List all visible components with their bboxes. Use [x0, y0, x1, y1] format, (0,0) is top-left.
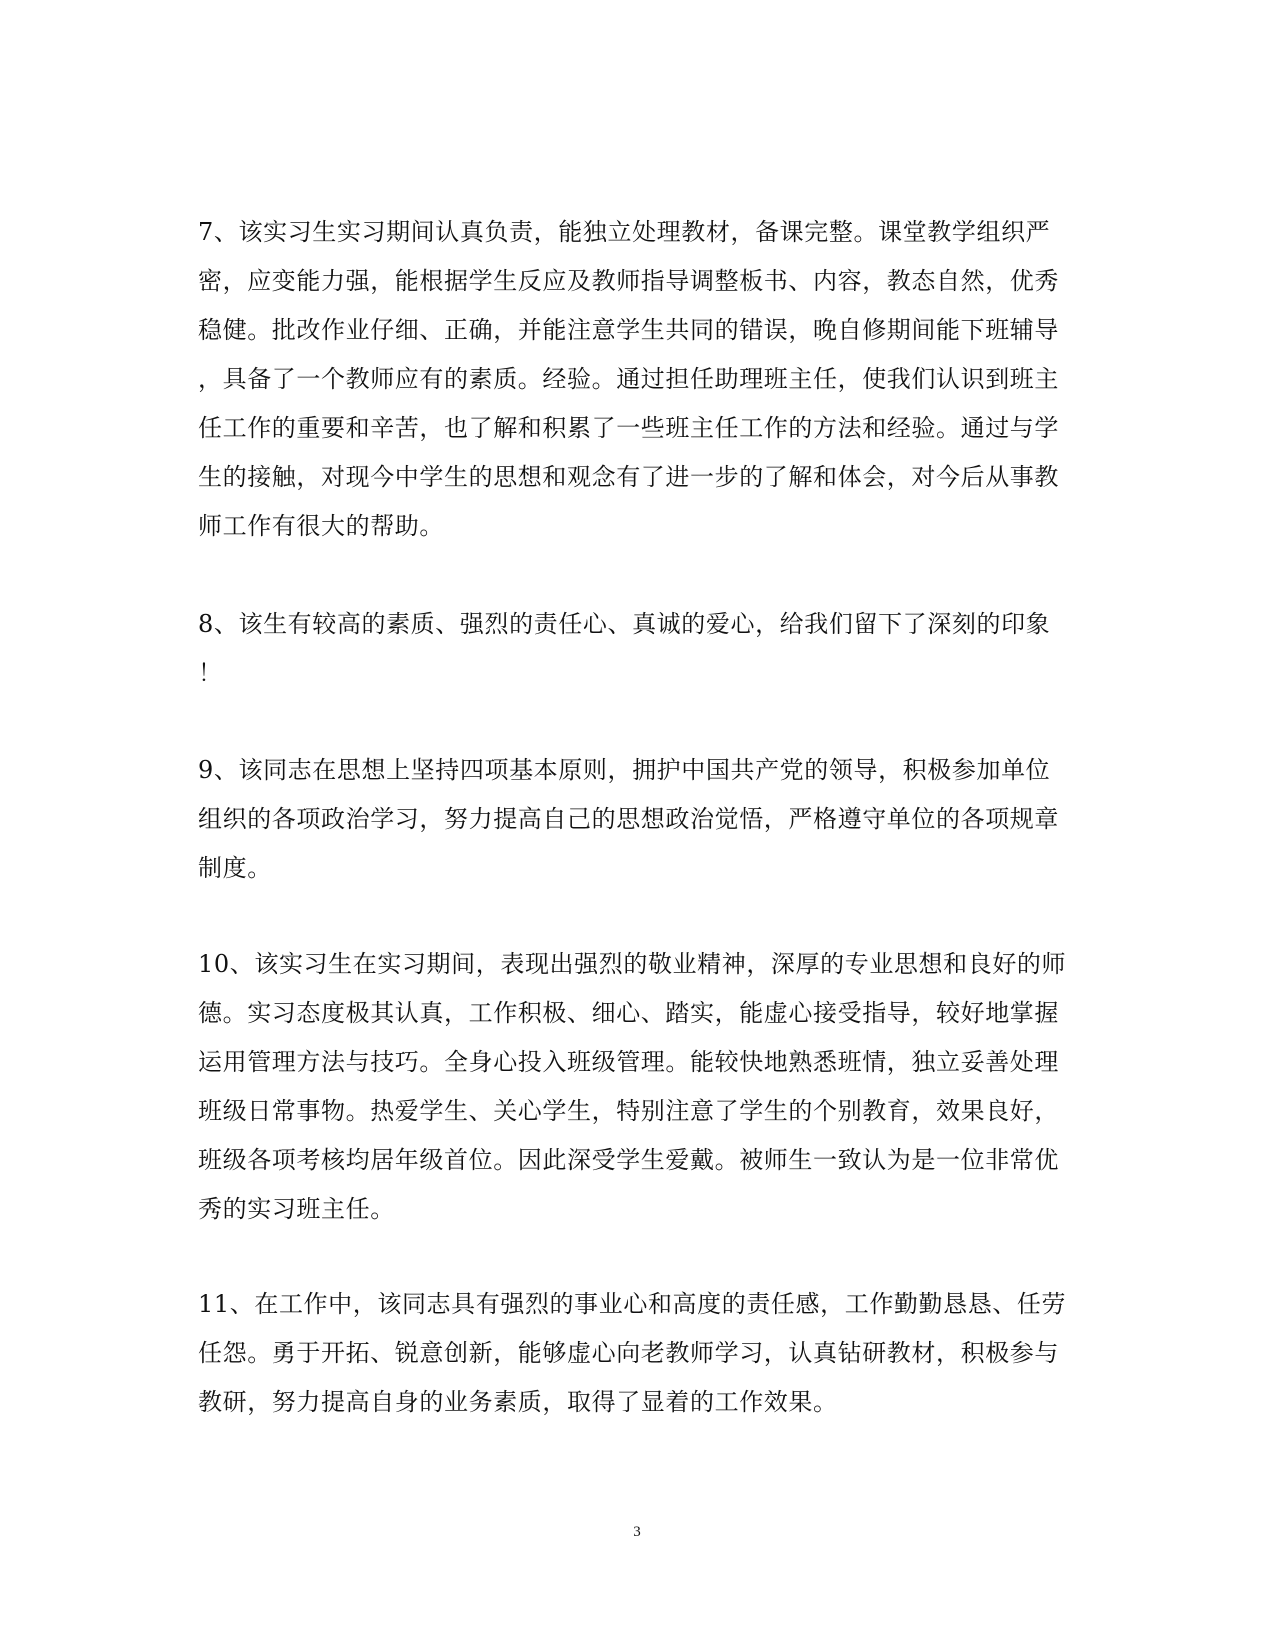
paragraph-line: 8、该生有较高的素质、强烈的责任心、真诚的爱心，给我们留下了深刻的印象	[198, 610, 1051, 638]
paragraph-8	[198, 600, 1078, 698]
paragraph-line: 任怨。勇于开拓、锐意创新，能够虚心向老教师学习，认真钻研教材，积极参与	[198, 1339, 1059, 1367]
paragraph-line: 生的接触，对现今中学生的思想和观念有了进一步的了解和体会，对今后从事教	[198, 463, 1059, 491]
paragraph-10	[198, 940, 1078, 1234]
paragraph-line: 班级各项考核均居年级首位。因此深受学生爱戴。被师生一致认为是一位非常优	[198, 1146, 1059, 1174]
paragraph-line: 制度。	[198, 854, 272, 882]
paragraph-line: 稳健。批改作业仔细、正确，并能注意学生共同的错误，晚自修期间能下班辅导	[198, 316, 1059, 344]
paragraph-7	[198, 208, 1078, 551]
paragraph-line: 秀的实习班主任。	[198, 1195, 395, 1223]
paragraph-line: 师工作有很大的帮助。	[198, 512, 444, 540]
paragraph-9	[198, 746, 1078, 893]
paragraph-line: 密，应变能力强，能根据学生反应及教师指导调整板书、内容，教态自然，优秀	[198, 267, 1059, 295]
paragraph-line: 11、在工作中，该同志具有强烈的事业心和高度的责任感，工作勤勤恳恳、任劳	[198, 1290, 1067, 1318]
paragraph-line: 运用管理方法与技巧。全身心投入班级管理。能较快地熟悉班情，独立妥善处理	[198, 1048, 1059, 1076]
paragraph-line: ！	[198, 659, 223, 687]
paragraph-11	[198, 1280, 1078, 1427]
paragraph-line: 班级日常事物。热爱学生、关心学生，特别注意了学生的个别教育，效果良好，	[198, 1097, 1059, 1125]
paragraph-line: 9、该同志在思想上坚持四项基本原则，拥护中国共产党的领导，积极参加单位	[198, 756, 1051, 784]
paragraph-line: ，具备了一个教师应有的素质。经验。通过担任助理班主任，使我们认识到班主	[198, 365, 1059, 393]
paragraph-line: 7、该实习生实习期间认真负责，能独立处理教材，备课完整。课堂教学组织严	[198, 218, 1051, 246]
paragraph-line: 10、该实习生在实习期间，表现出强烈的敬业精神，深厚的专业思想和良好的师	[198, 950, 1067, 978]
paragraph-line: 教研，努力提高自身的业务素质，取得了显着的工作效果。	[198, 1388, 838, 1416]
paragraph-line: 组织的各项政治学习，努力提高自己的思想政治觉悟，严格遵守单位的各项规章	[198, 805, 1059, 833]
page-number: 3	[633, 1524, 641, 1540]
paragraph-line: 任工作的重要和辛苦，也了解和积累了一些班主任工作的方法和经验。通过与学	[198, 414, 1059, 442]
paragraph-line: 德。实习态度极其认真，工作积极、细心、踏实，能虚心接受指导，较好地掌握	[198, 999, 1059, 1027]
